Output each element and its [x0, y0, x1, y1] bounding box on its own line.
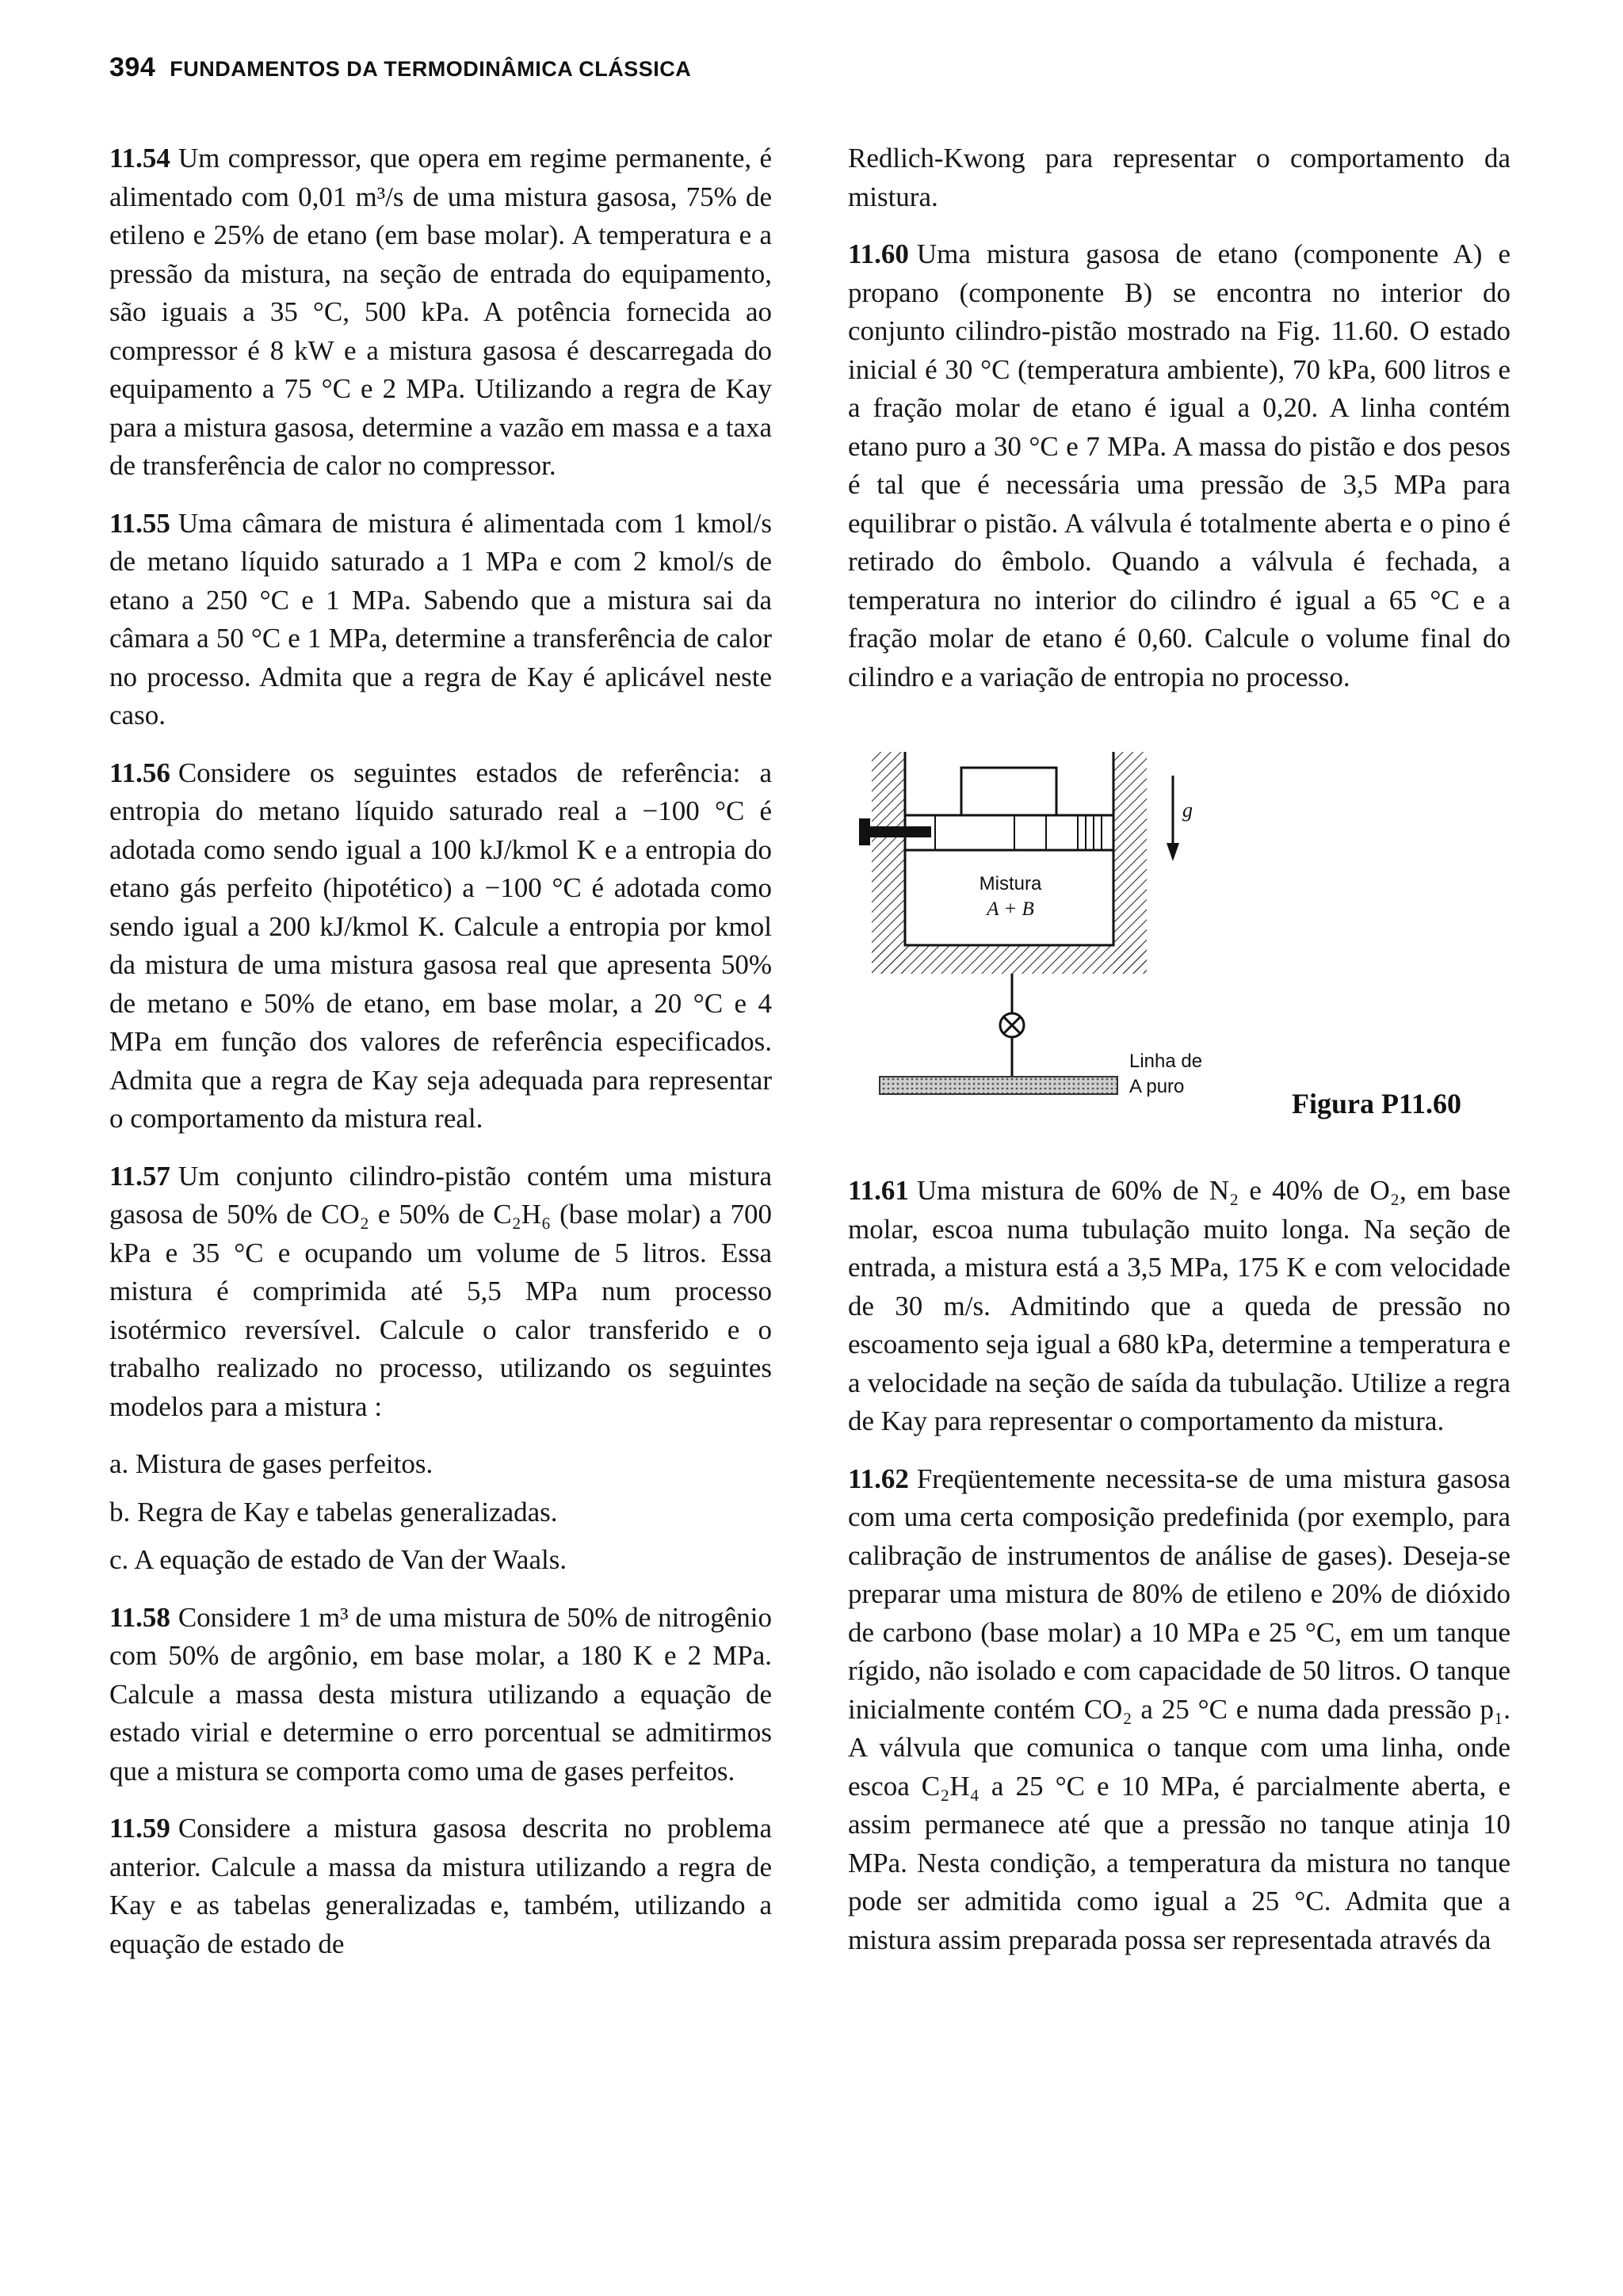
figure-caption: Figura P11.60 — [1292, 1088, 1461, 1119]
line-label-2: A puro — [1129, 1076, 1185, 1097]
problem-11-58 — [109, 1599, 772, 1791]
problem-number: 11.55 — [109, 507, 170, 539]
cylinder-right-wall — [1113, 752, 1147, 974]
problem-11-59-continued: Redlich-Kwong para representar o comportamento da mistura. — [848, 143, 1510, 212]
problem-11-55 — [109, 505, 772, 735]
piston-cylinder-diagram — [848, 744, 1510, 1140]
problem-text: Um conjunto cilindro-pistão contém uma mistura gasosa de 50% de CO₂ e 50% de C₂H₆ (base molar) a 700 kPa e 35 °C e ocupando um volume de 5 litros. Essa mistura é comprimida até 5,5 MPa num processo isotérmico reversível. Calcule o calor transferido e o trabalho realizado no processo, utilizando os seguintes modelos para a mistura : — [109, 1160, 772, 1422]
left-column — [109, 139, 772, 1982]
option-b: b. Regra de Kay e tabelas generalizadas. — [109, 1496, 558, 1527]
book-title: FUNDAMENTOS DA TERMODINÂMICA CLÁSSICA — [170, 57, 692, 81]
piston-pin — [864, 826, 931, 837]
problem-text: Uma mistura de 60% de N₂ e 40% de O₂, em base molar, escoa numa tubulação muito longa. Na seção de entrada, a mistura está a 3,5 MPa, 175 K e com velocidade de 30 m/s. Admitindo que a queda de pressão no escoamento seja igual a 680 kPa, determine a temperatura e a velocidade na seção de saída da tubulação. Utilize a regra de Kay para representar o comportamento da mistura. — [848, 1175, 1510, 1436]
problem-text: Freqüentemente necessita-se de uma mistura gasosa com uma certa composição predefinida (por exemplo, para calibração de instrumentos de análise de gases). Deseja-se preparar uma mistura de 80% de etileno e 20% de dióxido de carbono (base molar) a 10 MPa e 25 °C, em um tanque rígido, não isolado e com capacidade de 50 litros. O tanque inicialmente contém CO₂ a 25 °C e numa dada pressão p₁. A válvula que comunica o tanque com uma linha, onde escoa C₂H₄ a 25 °C e 10 MPa, é parcialmente aberta, e assim permanece até que a pressão no tanque atinja 10 MPa. Nesta condição, a temperatura da mistura no tanque pode ser admitida como igual a 25 °C. Admita que a mistura assim preparada possa ser representada através da — [848, 1463, 1510, 1955]
line-label: Linha de — [1129, 1051, 1203, 1072]
problem-11-59 — [109, 1810, 772, 1963]
figure-p11-60 — [848, 744, 1510, 1140]
problem-11-61 — [848, 1172, 1510, 1441]
problem-text: Uma mistura gasosa de etano (componente A) e propano (componente B) se encontra no interior do conjunto cilindro-pistão mostrado na Fig. 11.60. O estado inicial é 30 °C (temperatura ambiente), 70 kPa, 600 litros e a fração molar de etano é igual a 0,20. A linha contém etano puro a 30 °C e 7 MPa. A massa do pistão e dos pesos é tal que é necessária uma pressão de 3,5 MPa para equilibrar o pistão. A válvula é totalmente aberta e o pino é retirado do êmbolo. Quando a válvula é fechada, a temperatura no interior do cilindro é igual a 65 °C e a fração molar de etano é 0,60. Calcule o volume final do cilindro e a variação de entropia no processo. — [848, 238, 1510, 692]
page-number: 394 — [109, 52, 156, 82]
cylinder-left-wall — [872, 752, 905, 974]
problem-11-60 — [848, 235, 1510, 696]
problem-number: 11.57 — [109, 1160, 170, 1192]
problem-text: Um compressor, que opera em regime permanente, é alimentado com 0,01 m³/s de uma mistura gasosa, 75% de etileno e 25% de etano (em base molar). A temperatura e a pressão da mistura, na seção de entrada do equipamento, são iguais a 35 °C, 500 kPa. A potência fornecida ao compressor é 8 kW e a mistura gasosa é descarregada do equipamento a 75 °C e 2 MPa. Utilizando a regra de Kay para a mistura gasosa, determine a vazão em massa e a taxa de transferência de calor no compressor. — [109, 143, 772, 481]
problem-11-56 — [109, 754, 772, 1138]
problem-text: Considere os seguintes estados de referência: a entropia do metano líquido saturado real a −100 °C é adotada como sendo igual a 100 kJ/kmol K e a entropia do etano gás perfeito (hipotético) a −100 °C é adotada como sendo igual a 200 kJ/kmol K. Calcule a entropia por kmol da mistura de uma mistura gasosa real que apresenta 50% de metano e 50% de etano, em base molar, a 20 °C e 4 MPa em função dos valores de referência especificados. Admita que a regra de Kay seja adequada para representar o comportamento da mistura real. — [109, 757, 772, 1134]
running-head — [109, 52, 691, 83]
problem-11-54 — [109, 139, 772, 486]
supply-line — [880, 1077, 1117, 1094]
problem-text: Uma câmara de mistura é alimentada com 1 kmol/s de metano líquido saturado a 1 MPa e com 2 kmol/s de etano a 250 °C e 1 MPa. Sabendo que a mistura sai da câmara a 50 °C e 1 MPa, determine a transferência de calor no processo. Admita que a regra de Kay é aplicável neste caso. — [109, 507, 772, 730]
problem-number: 11.59 — [109, 1813, 170, 1844]
option-a: a. Mistura de gases perfeitos. — [109, 1448, 433, 1479]
problem-11-62 — [848, 1460, 1510, 1960]
problem-number: 11.61 — [848, 1175, 909, 1206]
mixture-label: Mistura — [979, 873, 1042, 894]
piston — [905, 815, 1113, 850]
problem-11-57 — [109, 1158, 772, 1427]
problem-number: 11.54 — [109, 143, 170, 174]
right-column — [848, 139, 1510, 1978]
problem-text: Considere 1 m³ de uma mistura de 50% de nitrogênio com 50% de argônio, em base molar, a 180 K e 2 MPa. Calcule a massa desta mistura utilizando a equação de estado virial e determine o erro porcentual se admitirmos que a mistura se comporta como uma de gases perfeitos. — [109, 1601, 772, 1787]
problem-number: 11.62 — [848, 1463, 909, 1494]
problem-number: 11.56 — [109, 757, 170, 788]
option-c: c. A equação de estado de Van der Waals. — [109, 1544, 567, 1575]
problem-number: 11.58 — [109, 1601, 170, 1633]
problem-text: Considere a mistura gasosa descrita no problema anterior. Calcule a massa da mistura utilizando a regra de Kay e as tabelas generalizadas e, também, utilizando a equação de estado de — [109, 1813, 772, 1959]
gravity-label: g — [1182, 799, 1193, 822]
cylinder-bottom-wall — [872, 945, 1147, 974]
mixture-components: A + B — [987, 898, 1034, 920]
problem-number: 11.60 — [848, 238, 909, 269]
piston-weight — [961, 768, 1056, 815]
